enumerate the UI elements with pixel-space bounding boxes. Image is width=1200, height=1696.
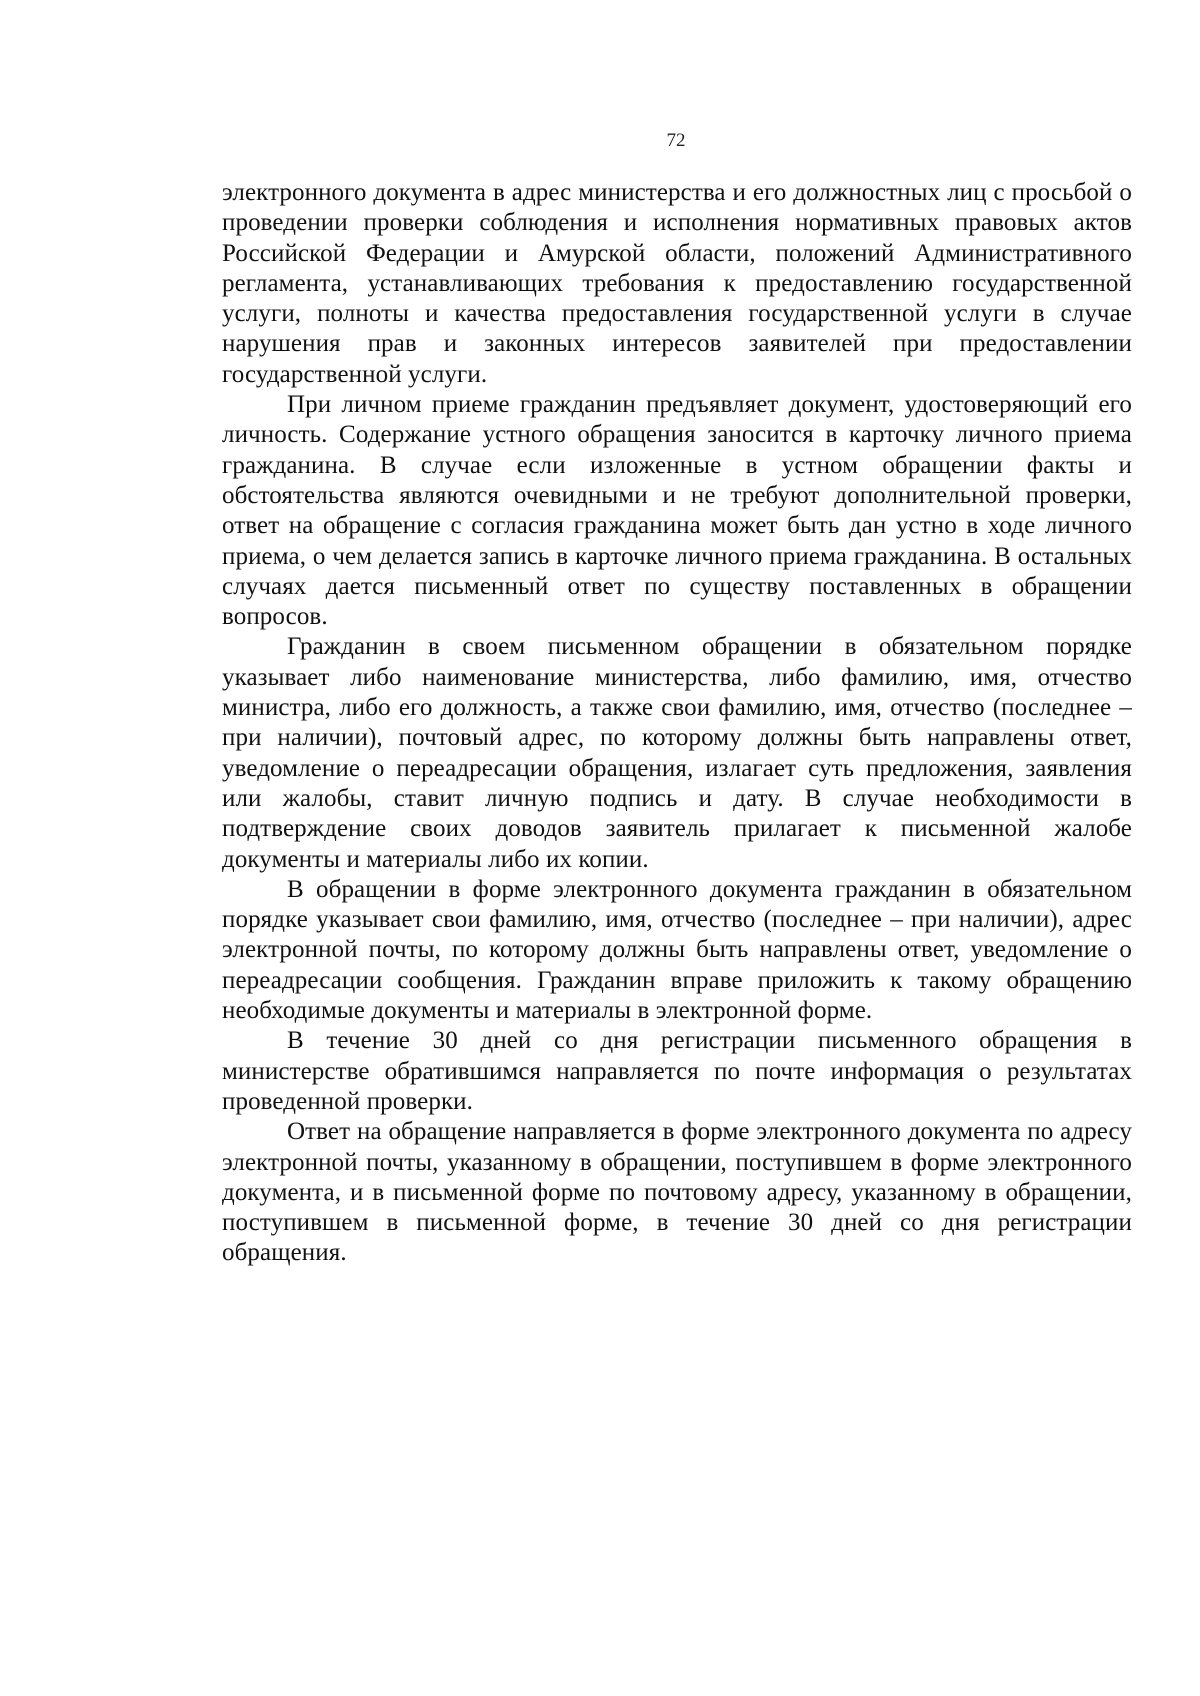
- paragraph-written-appeal: Гражданин в своем письменном обращении в обязательном порядке указывает либо наименование министерства, либо фамилию, имя, отчество министра, либо его должность, а также свои фамилию, имя, отчество (последнее – при наличии), почтовый адрес, по которому должны быть направлены ответ, уведомление о переадресации обращения, излагает суть предложения, заявления или жалобы, ставит личную подпись и дату. В случае необходимости в подтверждение своих доводов заявитель прилагает к письменной жалобе документы и материалы либо их копии.: [222, 633, 1132, 873]
- document-body: [222, 178, 1132, 1269]
- paragraph-personal-reception: При личном приеме гражданин предъявляет документ, удостоверяющий его личность. Содержание устного обращения заносится в карточку личного приема гражданина. В случае если изложенные в устном обращении факты и обстоятельства являются очевидными и не требуют дополнительной проверки, ответ на обращение с согласия гражданина может быть дан устно в ходе личного приема, о чем делается запись в карточке личного приема гражданина. В остальных случаях дается письменный ответ по существу поставленных в обращении вопросов.: [222, 391, 1132, 631]
- paragraph-response-deadline: В течение 30 дней со дня регистрации письменного обращения в министерстве обратившимся направляется по почте информация о результатах проведенной проверки.: [222, 1027, 1132, 1115]
- paragraph-electronic-appeal: В обращении в форме электронного документа гражданин в обязательном порядке указывает свои фамилию, имя, отчество (последнее – при наличии), адрес электронной почты, по которому должны быть направлены ответ, уведомление о переадресации сообщения. Гражданин вправе приложить к такому обращению необходимые документы и материалы в электронной форме.: [222, 875, 1132, 1025]
- page-number: 72: [666, 130, 686, 151]
- paragraph-continuation: электронного документа в адрес министерства и его должностных лиц с просьбой о проведении проверки соблюдения и исполнения нормативных правовых актов Российской Федерации и Амурской области, положений Административного регламента, устанавливающих требования к предоставлению государственной услуги, полноты и качества предоставления государственной услуги в случае нарушения прав и законных интересов заявителей при предоставлении государственной услуги.: [222, 179, 1132, 388]
- paragraph-response-form: Ответ на обращение направляется в форме электронного документа по адресу электронной почты, указанному в обращении, поступившем в форме электронного документа, и в письменной форме по почтовому адресу, указанному в обращении, поступившем в письменной форме, в течение 30 дней со дня регистрации обращения.: [222, 1118, 1132, 1267]
